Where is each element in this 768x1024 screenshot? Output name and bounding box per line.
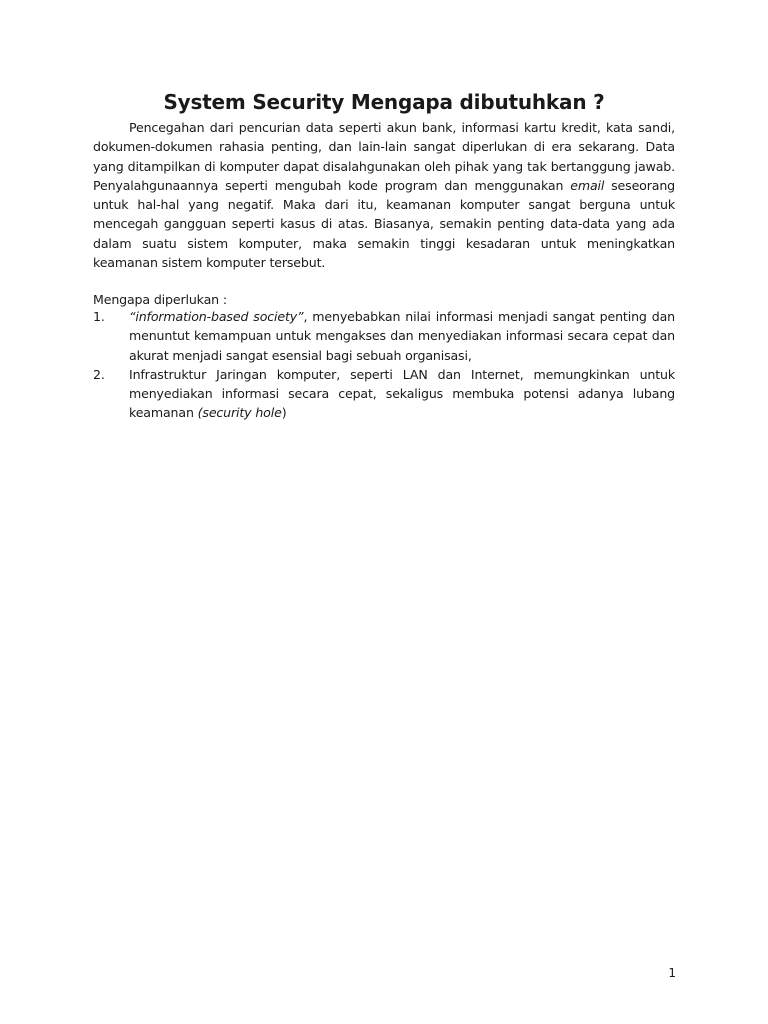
intro-text-part1: Pencegahan dari pencurian data seperti akun bank, informasi kartu kredit, kata sandi, dokumen-dokumen rahasia penting, dan lain-lain sangat diperlukan di era sekarang. Data yang ditampilkan di komputer dapat disalahgunakan oleh pihak yang tak bertanggung jawab. Penyalahgunaannya seperti mengubah kode program dan menggunakan [93, 120, 675, 193]
intro-text-part2: seseorang untuk hal-hal yang negatif. Maka dari itu, keamanan komputer sangat berguna untuk mencegah gangguan seperti kasus di atas. Biasanya, semakin penting data-data yang ada dalam suatu sistem komputer, maka semakin tinggi kesadaran untuk meningkatkan keamanan sistem komputer tersebut. [93, 177, 675, 271]
list-item-body: Infrastruktur Jaringan komputer, seperti LAN dan Internet, memungkinkan untuk menyediakan informasi secara cepat, sekaligus membuka potensi adanya lubang keamanan [129, 366, 675, 421]
page-number: 1 [668, 966, 676, 980]
list-item [93, 365, 675, 423]
list-item [93, 307, 675, 365]
list-item-body: , menyebabkan nilai informasi menjadi sangat penting dan menuntut kemampuan untuk mengakses dan menyediakan informasi secara cepat dan akurat menjadi sangat esensial bagi sebuah organisasi, [129, 309, 675, 363]
list-item-number: 1. [93, 309, 105, 324]
list-item-closing: ) [281, 405, 287, 421]
list-item-emphasis: “information-based society” [129, 309, 304, 324]
intro-paragraph [93, 118, 675, 272]
list-item-emphasis: (security hole [197, 405, 282, 421]
list-item-text [129, 307, 675, 365]
list-item-text [129, 365, 675, 423]
page-title: System Security Mengapa dibutuhkan ? [163, 90, 605, 114]
reasons-list [93, 307, 675, 423]
section-label: Mengapa diperlukan : [93, 292, 227, 307]
intro-emphasis-email: email [570, 177, 605, 193]
list-item-number: 2. [93, 366, 105, 382]
